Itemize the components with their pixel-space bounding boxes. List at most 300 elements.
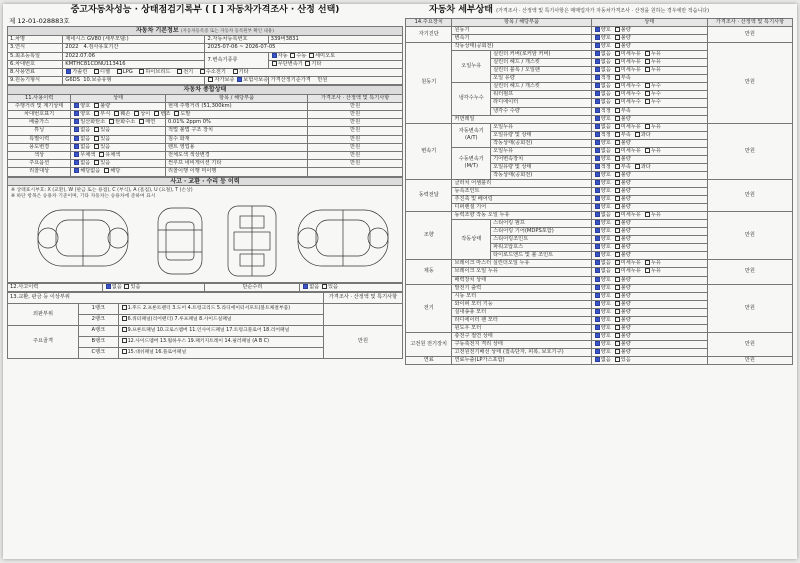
detail-item: 스티어링 기어(MDPS포함)	[491, 228, 592, 236]
option-label: 양호	[80, 111, 91, 118]
detail-checkbox[interactable]	[615, 212, 620, 217]
detail-checkbox[interactable]	[645, 51, 650, 56]
car-name: 제네시스 GV80 (세부모델:)	[63, 36, 205, 44]
fuel-hybrid-checkbox[interactable]	[139, 69, 144, 74]
overall-row-label: 특별이력	[8, 135, 71, 143]
option-label: 누유	[650, 123, 661, 130]
detail-status	[591, 51, 707, 59]
detail-item: 작동상태(공회전)	[452, 43, 591, 51]
warranty-insurer-checkbox[interactable]	[237, 77, 242, 82]
detail-checkbox[interactable]	[615, 75, 620, 80]
warranty-self-checkbox[interactable]	[208, 77, 213, 82]
detail-checkbox[interactable]	[645, 268, 650, 273]
detail-checkbox[interactable]	[595, 35, 600, 40]
fuel-options	[63, 69, 403, 77]
detail-status	[591, 212, 707, 220]
detail-checkbox[interactable]	[595, 317, 600, 322]
detail-checkbox[interactable]	[615, 301, 620, 306]
option-label: 양호	[600, 292, 611, 299]
detail-status	[591, 115, 707, 123]
status-checkbox[interactable]	[104, 168, 109, 173]
overall-row-label: 배출가스	[8, 119, 71, 127]
detail-checkbox[interactable]	[595, 252, 600, 257]
detail-checkbox[interactable]	[595, 325, 600, 330]
option-label: 양호	[600, 348, 611, 355]
reg-no-label: 2.자동차등록번호	[205, 36, 268, 44]
status-checkbox[interactable]	[94, 111, 99, 116]
overall-col-item: 항목 / 해당부품	[165, 94, 307, 102]
detail-checkbox[interactable]	[635, 164, 640, 169]
option-label: 상이	[140, 111, 151, 118]
status-checkbox[interactable]	[74, 160, 79, 165]
status-checkbox[interactable]	[74, 111, 79, 116]
detail-checkbox[interactable]	[615, 148, 620, 153]
detail-item: 냉각수 수량	[491, 107, 592, 115]
status-checkbox[interactable]	[74, 144, 79, 149]
overall-col-status: 상태	[71, 94, 166, 102]
detail-checkbox[interactable]	[645, 91, 650, 96]
parts-label: 13.교환, 판금 등 이상부위	[8, 293, 324, 304]
trans-semi-checkbox[interactable]	[309, 53, 314, 58]
detail-checkbox[interactable]	[615, 268, 620, 273]
document-number: 제 12-01-028883호	[9, 17, 70, 25]
detail-item: 원동기	[452, 27, 591, 35]
detail-checkbox[interactable]	[645, 59, 650, 64]
option-label: 없음	[600, 356, 611, 363]
detail-checkbox[interactable]	[615, 244, 620, 249]
right-column	[405, 4, 793, 365]
detail-status	[591, 196, 707, 204]
detail-checkbox[interactable]	[645, 212, 650, 217]
overall-row	[8, 135, 403, 143]
fuel-label: 8.사용연료	[8, 69, 63, 77]
detail-checkbox[interactable]	[615, 180, 620, 185]
detail-checkbox[interactable]	[615, 59, 620, 64]
option-label: 누유	[650, 147, 661, 154]
detail-checkbox[interactable]	[615, 124, 620, 129]
detail-checkbox[interactable]	[595, 124, 600, 129]
detail-checkbox[interactable]	[595, 99, 600, 104]
detail-checkbox[interactable]	[595, 164, 600, 169]
detail-checkbox[interactable]	[595, 212, 600, 217]
detail-item: 라디에이터 팬 모터	[452, 316, 591, 324]
detail-checkbox[interactable]	[645, 83, 650, 88]
parts-items-label: 1.후드 2.프론트펜더 3.도어 4.트렁크리드 5.라디에이터서포트(볼트체결부품)	[127, 306, 291, 312]
detail-checkbox[interactable]	[595, 188, 600, 193]
option-label: 미세누유	[620, 51, 641, 58]
option-label: 누유	[650, 51, 661, 58]
detail-checkbox[interactable]	[595, 228, 600, 233]
detail-checkbox[interactable]	[615, 108, 620, 113]
vehicle-diagram	[7, 186, 403, 283]
detail-checkbox[interactable]	[595, 333, 600, 338]
car-frame-view-icon	[228, 206, 276, 276]
detail-checkbox[interactable]	[615, 252, 620, 257]
detail-item: 스티어링조인트	[491, 236, 592, 244]
detail-checkbox[interactable]	[595, 172, 600, 177]
detail-checkbox[interactable]	[615, 277, 620, 282]
option-label: 양호	[600, 179, 611, 186]
detail-status	[591, 236, 707, 244]
option-label: 불량	[620, 340, 631, 347]
detail-unit: 만원	[707, 123, 792, 179]
detail-checkbox[interactable]	[595, 59, 600, 64]
detail-col-device: 14.주요장치	[406, 19, 452, 27]
fuel-opt-label: 디젤	[100, 69, 111, 76]
detail-checkbox[interactable]	[595, 204, 600, 209]
detail-checkbox[interactable]	[615, 132, 620, 137]
detail-unit: 만원	[707, 27, 792, 43]
detail-checkbox[interactable]	[615, 83, 620, 88]
option-label: 양호	[600, 204, 611, 211]
status-checkbox[interactable]	[114, 111, 119, 116]
trans-opt-label: 수동	[296, 52, 307, 59]
status-checkbox[interactable]	[109, 119, 114, 124]
detail-checkbox[interactable]	[595, 43, 600, 48]
detail-checkbox[interactable]	[595, 293, 600, 298]
detail-checkbox[interactable]	[595, 349, 600, 354]
overall-row-detail: 침수 화재	[165, 135, 307, 143]
overall-row	[8, 102, 403, 110]
parts-rank: C랭크	[79, 348, 119, 359]
status-checkbox[interactable]	[74, 136, 79, 141]
detail-checkbox[interactable]	[595, 140, 600, 145]
accident-history-options	[102, 283, 205, 291]
detail-checkbox[interactable]	[595, 116, 600, 121]
detail-item: 실린더 헤드 / 개스킷	[491, 83, 592, 91]
detail-checkbox[interactable]	[615, 99, 620, 104]
status-checkbox[interactable]	[74, 103, 79, 108]
part-checkbox[interactable]	[122, 327, 127, 332]
detail-checkbox[interactable]	[615, 43, 620, 48]
detail-checkbox[interactable]	[595, 301, 600, 306]
status-checkbox[interactable]	[94, 127, 99, 132]
status-checkbox[interactable]	[174, 111, 179, 116]
option-label: 적정	[600, 75, 611, 82]
accident-table	[7, 177, 403, 186]
option-label: 양호	[600, 276, 611, 283]
detail-checkbox[interactable]	[595, 260, 600, 265]
detail-item: 브레이크 오일 누유	[452, 268, 591, 276]
detail-status	[591, 340, 707, 348]
detail-checkbox[interactable]	[645, 99, 650, 104]
part-checkbox[interactable]	[122, 305, 127, 310]
detail-title: 자동차 세부상태 (가격조사 · 산정액 및 특기사항은 매매업자가 자동차가격조사 · 산정을 원하는 경우에만 적습니다)	[429, 5, 710, 15]
option-label: 양호	[600, 220, 611, 227]
fuel-diesel-checkbox[interactable]	[94, 69, 99, 74]
fuel-gasoline-checkbox[interactable]	[66, 69, 71, 74]
detail-item: 발전기 출력	[452, 284, 591, 292]
detail-item: 실린더 커버(로커암 커버)	[491, 51, 592, 59]
detail-checkbox[interactable]	[615, 164, 620, 169]
detail-checkbox[interactable]	[595, 75, 600, 80]
detail-checkbox[interactable]	[615, 285, 620, 290]
trans-opt-label: 자동	[277, 52, 288, 59]
option-label: 없음	[600, 147, 611, 154]
detail-status	[591, 75, 707, 83]
overall-row-label: 주행거리 및 계기상태	[8, 102, 71, 110]
detail-checkbox[interactable]	[615, 140, 620, 145]
detail-checkbox[interactable]	[615, 35, 620, 40]
option-label: 미세누유	[620, 212, 641, 219]
detail-checkbox[interactable]	[615, 51, 620, 56]
detail-item: 기어변속장치	[491, 155, 592, 163]
detail-item: 변속기	[452, 35, 591, 43]
detail-checkbox[interactable]	[635, 132, 640, 137]
parts-unit	[323, 304, 402, 326]
trans-opt-label: 기타	[311, 60, 322, 67]
detail-checkbox[interactable]	[615, 293, 620, 298]
detail-table	[405, 18, 793, 365]
detail-checkbox[interactable]	[615, 228, 620, 233]
parts-items-label: 6.쿼터패널(리어펜더) 7.루프패널 8.사이드실패널	[127, 317, 232, 323]
detail-unit: 만원	[707, 356, 792, 364]
detail-item: 타이로드엔드 및 볼 조인트	[491, 252, 592, 260]
detail-checkbox[interactable]	[595, 220, 600, 225]
detail-checkbox[interactable]	[595, 27, 600, 32]
option-label: 양호	[600, 139, 611, 146]
first-reg-label: 5.최초등록일	[8, 52, 63, 60]
parts-items	[118, 337, 323, 348]
option-label: 부족	[620, 107, 631, 114]
detail-checkbox[interactable]	[595, 341, 600, 346]
detail-status	[591, 155, 707, 163]
detail-unit: 만원	[707, 284, 792, 332]
accident-none-checkbox[interactable]	[106, 284, 111, 289]
detail-unit: 만원	[707, 332, 792, 356]
detail-checkbox[interactable]	[615, 188, 620, 193]
detail-checkbox[interactable]	[595, 268, 600, 273]
status-checkbox[interactable]	[139, 119, 144, 124]
detail-item: 스티어링 펌프	[491, 220, 592, 228]
fuel-etc-checkbox[interactable]	[233, 69, 238, 74]
detail-group-label: 고전원 전기장치	[406, 332, 452, 356]
option-label: 양호	[600, 284, 611, 291]
option-label: 불량	[620, 316, 631, 323]
detail-status	[591, 179, 707, 187]
option-label: 없음	[600, 268, 611, 275]
option-label: 불량	[620, 324, 631, 331]
option-label: 양호	[600, 316, 611, 323]
detail-checkbox[interactable]	[615, 260, 620, 265]
overall-row-unit: 만원	[308, 152, 403, 160]
overall-row	[8, 152, 403, 160]
trans-cvt-checkbox[interactable]	[272, 61, 277, 66]
year-value: 2022	[65, 44, 79, 51]
detail-checkbox[interactable]	[595, 156, 600, 161]
detail-checkbox[interactable]	[615, 204, 620, 209]
option-label: 불량	[620, 348, 631, 355]
fuel-opt-label: 전기	[183, 69, 194, 76]
detail-checkbox[interactable]	[595, 309, 600, 314]
option-label: 탄화수소	[115, 119, 136, 126]
option-label: 불량	[620, 292, 631, 299]
trans-manual-checkbox[interactable]	[290, 53, 295, 58]
accident-header: 사고 · 교환 · 수리 등 이력	[8, 177, 403, 185]
detail-status	[591, 131, 707, 139]
detail-checkbox[interactable]	[595, 148, 600, 153]
detail-checkbox[interactable]	[595, 277, 600, 282]
status-checkbox[interactable]	[74, 119, 79, 124]
status-checkbox[interactable]	[134, 111, 139, 116]
option-label: 양호	[600, 27, 611, 34]
overall-row	[8, 143, 403, 151]
overall-row-detail: 현재 주행거리 (51,300km)	[165, 102, 307, 110]
detail-status	[591, 292, 707, 300]
parts-items	[118, 348, 323, 359]
part-checkbox[interactable]	[122, 349, 127, 354]
detail-checkbox[interactable]	[615, 220, 620, 225]
detail-checkbox[interactable]	[595, 244, 600, 249]
detail-status	[591, 300, 707, 308]
detail-checkbox[interactable]	[595, 51, 600, 56]
option-label: 불량	[620, 196, 631, 203]
status-checkbox[interactable]	[74, 168, 79, 173]
detail-group-label: 전기	[406, 284, 452, 332]
detail-checkbox[interactable]	[615, 27, 620, 32]
detail-checkbox[interactable]	[615, 309, 620, 314]
status-checkbox[interactable]	[94, 160, 99, 165]
detail-checkbox[interactable]	[645, 260, 650, 265]
option-label: 불량	[620, 300, 631, 307]
fuel-lpg-checkbox[interactable]	[117, 69, 122, 74]
basic-info-table	[7, 26, 403, 85]
detail-checkbox[interactable]	[615, 357, 620, 362]
detail-group-label: 연료	[406, 356, 452, 364]
car-outline-diagram	[8, 200, 402, 282]
option-label: 없음	[600, 91, 611, 98]
overall-row-options	[71, 127, 166, 135]
option-label: 불량	[620, 252, 631, 259]
detail-item: 오일 유량	[491, 75, 592, 83]
detail-checkbox[interactable]	[615, 172, 620, 177]
accident-yes-checkbox[interactable]	[124, 284, 129, 289]
detail-status	[591, 276, 707, 284]
option-label: 누유	[650, 268, 661, 275]
status-checkbox[interactable]	[94, 136, 99, 141]
detail-row	[406, 212, 793, 220]
detail-checkbox[interactable]	[595, 132, 600, 137]
status-checkbox[interactable]	[94, 144, 99, 149]
option-label: 미세누유	[620, 147, 641, 154]
fuel-opt-label: 가솔린	[72, 69, 88, 76]
detail-checkbox[interactable]	[595, 91, 600, 96]
option-label: 미세누수	[620, 83, 641, 90]
option-label: 없음	[600, 123, 611, 130]
detail-status	[591, 91, 707, 99]
detail-checkbox[interactable]	[645, 67, 650, 72]
warranty-opt-label: 보험사보증	[243, 77, 269, 84]
detail-checkbox[interactable]	[615, 91, 620, 96]
detail-checkbox[interactable]	[595, 180, 600, 185]
option-label: 양호	[600, 340, 611, 347]
status-checkbox[interactable]	[154, 111, 159, 116]
option-label: 불량	[620, 155, 631, 162]
fuel-hydrogen-checkbox[interactable]	[200, 69, 205, 74]
detail-checkbox[interactable]	[595, 285, 600, 290]
detail-checkbox[interactable]	[615, 317, 620, 322]
option-label: 불량	[620, 43, 631, 50]
option-label: 불량	[620, 236, 631, 243]
detail-checkbox[interactable]	[595, 67, 600, 72]
overall-row-detail: 전체도색 색상변경	[165, 152, 307, 160]
detail-checkbox[interactable]	[645, 148, 650, 153]
overall-row-options	[71, 168, 166, 176]
detail-checkbox[interactable]	[595, 83, 600, 88]
overall-row-unit: 만원	[308, 143, 403, 151]
parts-items-label: 9.프론트패널 10.크로스멤버 11.인사이드패널 17.트렁크플로어 18.리어패널	[127, 328, 290, 334]
repair-yes-checkbox[interactable]	[322, 284, 327, 289]
part-checkbox[interactable]	[122, 316, 127, 321]
detail-status	[591, 220, 707, 228]
option-label: 양호	[600, 35, 611, 42]
trans-options	[268, 52, 402, 60]
detail-item: 연료누출(LP가스포함)	[452, 356, 591, 364]
detail-item: 시동 모터	[452, 292, 591, 300]
price-cell	[268, 77, 402, 85]
detail-checkbox[interactable]	[615, 196, 620, 201]
detail-status	[591, 244, 707, 252]
trans-auto-checkbox[interactable]	[272, 53, 277, 58]
detail-subgroup: 자동변속기 (A/T)	[452, 123, 491, 147]
status-checkbox[interactable]	[94, 103, 99, 108]
detail-checkbox[interactable]	[595, 357, 600, 362]
repair-none-checkbox[interactable]	[303, 284, 308, 289]
car-side-right-icon	[298, 210, 388, 266]
option-label: 없음	[600, 212, 611, 219]
option-label: 불량	[100, 102, 111, 109]
detail-checkbox[interactable]	[615, 333, 620, 338]
status-checkbox[interactable]	[74, 152, 79, 157]
detail-checkbox[interactable]	[645, 124, 650, 129]
fuel-ev-checkbox[interactable]	[177, 69, 182, 74]
detail-checkbox[interactable]	[615, 236, 620, 241]
detail-status	[591, 59, 707, 67]
detail-status	[591, 332, 707, 340]
detail-status	[591, 260, 707, 268]
parts-items-label: 12.사이드멤버 13.휠하우스 19.패키지트레이 14.필러패널 (A B C)	[127, 339, 269, 345]
detail-checkbox[interactable]	[595, 108, 600, 113]
status-checkbox[interactable]	[74, 127, 79, 132]
parts-rank: 2랭크	[79, 315, 119, 326]
part-checkbox[interactable]	[122, 338, 127, 343]
accident-history-label: 12.사고이력	[8, 283, 103, 291]
detail-status	[591, 123, 707, 131]
detail-checkbox[interactable]	[615, 325, 620, 330]
detail-checkbox[interactable]	[595, 236, 600, 241]
detail-item: 오일누유	[491, 147, 592, 155]
trans-etc-checkbox[interactable]	[305, 61, 310, 66]
overall-row-unit	[308, 168, 403, 176]
detail-checkbox[interactable]	[595, 196, 600, 201]
parts-group-label: 외판부위	[8, 304, 79, 326]
option-label: 미세누유	[620, 260, 641, 267]
option-label: 불량	[620, 332, 631, 339]
overall-row-options	[71, 102, 166, 110]
detail-col-note: 가격조사 · 산정액 및 특기사항	[707, 19, 792, 27]
option-label: 불량	[620, 115, 631, 122]
detail-checkbox[interactable]	[615, 156, 620, 161]
status-checkbox[interactable]	[99, 152, 104, 157]
option-label: 있음	[100, 160, 111, 167]
detail-checkbox[interactable]	[615, 341, 620, 346]
overall-row-options	[71, 160, 166, 168]
parts-table	[7, 292, 403, 359]
detail-checkbox[interactable]	[615, 116, 620, 121]
detail-checkbox[interactable]	[615, 67, 620, 72]
detail-checkbox[interactable]	[615, 349, 620, 354]
left-column	[7, 4, 403, 359]
